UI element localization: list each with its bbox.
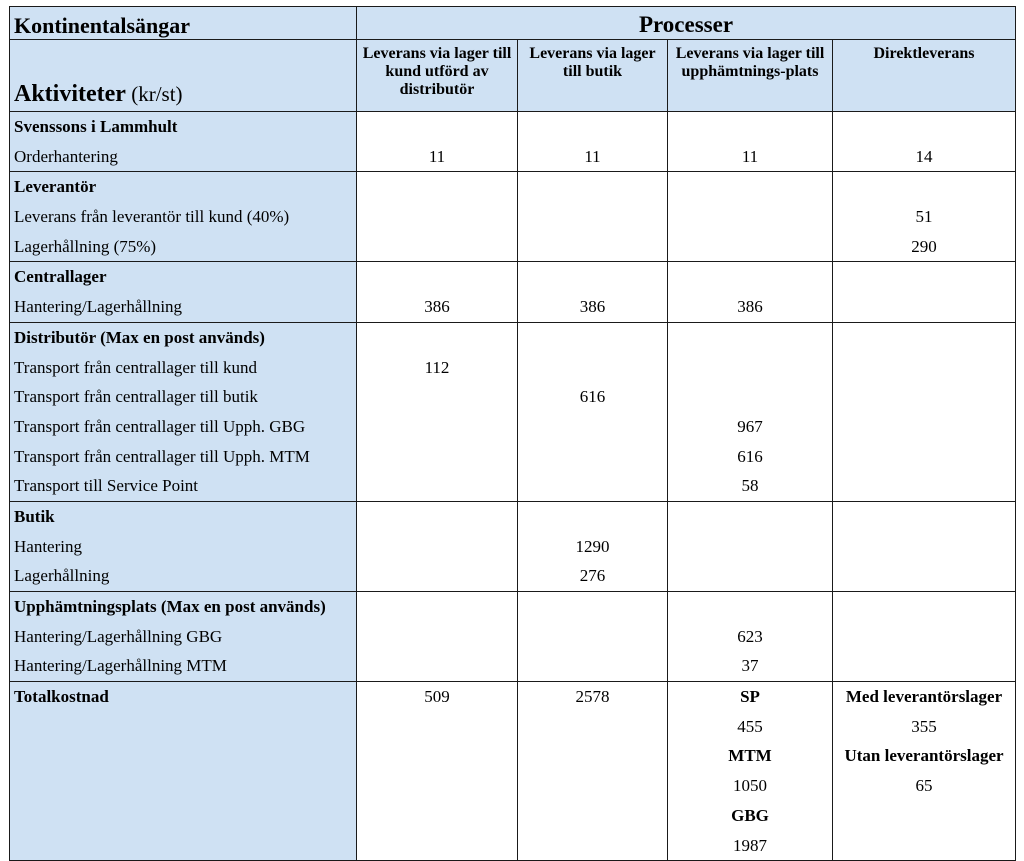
value — [518, 622, 667, 652]
value: 11 — [741, 146, 759, 166]
row-label: Lagerhållning (75%) — [14, 236, 157, 256]
column-header-direct: Direktleverans — [833, 40, 1016, 112]
value — [357, 532, 517, 562]
row-label: Lagerhållning — [14, 566, 110, 586]
spacer — [833, 502, 1015, 532]
spacer — [357, 172, 517, 202]
spacer — [668, 323, 832, 353]
spacer — [518, 112, 667, 142]
total-value: SP — [740, 687, 760, 707]
value — [833, 412, 1015, 442]
total-value: 509 — [424, 687, 450, 707]
spacer — [833, 112, 1015, 142]
processes-heading: Processer — [357, 7, 1016, 40]
value — [357, 382, 517, 412]
value — [833, 382, 1015, 412]
value-cell — [833, 172, 1016, 262]
section-labels — [10, 322, 357, 501]
value-cell — [518, 501, 668, 591]
table-section — [10, 172, 1016, 262]
value — [518, 202, 667, 232]
table-section — [10, 322, 1016, 501]
section-heading: Butik — [14, 506, 55, 526]
value — [518, 232, 667, 262]
section-labels — [10, 592, 357, 682]
total-value: 2578 — [575, 687, 610, 707]
row-label: Orderhantering — [14, 146, 118, 166]
value-cell — [518, 172, 668, 262]
value — [518, 353, 667, 383]
value — [518, 442, 667, 472]
spacer — [518, 592, 667, 622]
value-cell — [357, 262, 518, 322]
value-cell — [668, 262, 833, 322]
activities-unit: (kr/st) — [125, 82, 183, 106]
total-label: Totalkostnad — [14, 687, 109, 707]
column-header-distributor: Leverans via lager till kund utförd av distributör — [357, 40, 518, 112]
spacer — [668, 592, 832, 622]
section-labels — [10, 172, 357, 262]
table-section — [10, 112, 1016, 172]
value: 290 — [911, 236, 937, 256]
value: 386 — [424, 297, 450, 317]
value — [833, 561, 1015, 591]
value-cell — [518, 262, 668, 322]
activities-label: Aktiviteter — [14, 81, 126, 107]
total-value: Med leverantörslager — [845, 687, 1003, 707]
spacer — [833, 262, 1015, 292]
value — [357, 412, 517, 442]
value-cell — [357, 322, 518, 501]
value — [357, 651, 517, 681]
total-label-cell — [10, 682, 357, 861]
table-section — [10, 592, 1016, 682]
value-cell — [833, 112, 1016, 172]
row-label: Transport från centrallager till Upph. MTM — [14, 446, 310, 466]
row-label: Transport från centrallager till Upph. GBG — [14, 416, 306, 436]
value: 1290 — [575, 536, 610, 556]
spacer — [668, 502, 832, 532]
row-label: Leverans från leverantör till kund (40%) — [14, 207, 290, 227]
value: 37 — [741, 656, 759, 676]
row-label: Hantering/Lagerhållning — [14, 297, 183, 317]
value-cell — [833, 262, 1016, 322]
total-row — [10, 682, 1016, 861]
section-heading: Svenssons i Lammhult — [14, 117, 178, 136]
table-title: Kontinentalsängar — [10, 7, 357, 40]
value: 616 — [737, 446, 763, 466]
value: 58 — [741, 476, 759, 496]
table-section — [10, 262, 1016, 322]
spacer — [357, 502, 517, 532]
value-cell — [833, 322, 1016, 501]
row-label: Transport från centrallager till kund — [14, 357, 257, 377]
spacer — [357, 323, 517, 353]
spacer — [518, 323, 667, 353]
value — [668, 232, 832, 262]
value — [518, 471, 667, 501]
section-heading: Distributör (Max en post används) — [14, 327, 265, 347]
spacer — [518, 502, 667, 532]
value-cell — [518, 592, 668, 682]
value: 112 — [424, 357, 450, 377]
value: 386 — [737, 297, 763, 317]
column-header-store: Leverans via lager till butik — [518, 40, 668, 112]
value-cell — [668, 501, 833, 591]
value — [833, 471, 1015, 501]
value: 11 — [584, 146, 601, 166]
value — [357, 442, 517, 472]
value — [833, 532, 1015, 562]
value — [357, 202, 517, 232]
value-cell — [668, 112, 833, 172]
spacer — [357, 592, 517, 622]
value — [668, 202, 832, 232]
total-value: 455 — [737, 716, 763, 736]
section-labels — [10, 501, 357, 591]
section-labels — [10, 262, 357, 322]
value — [668, 353, 832, 383]
value — [668, 532, 832, 562]
row-label: Transport till Service Point — [14, 476, 199, 496]
column-header-pickup: Leverans via lager till upphämtnings-plats — [668, 40, 833, 112]
section-heading: Centrallager — [14, 267, 107, 287]
section-heading: Upphämtningsplats (Max en post används) — [14, 597, 326, 616]
section-labels — [10, 112, 357, 172]
value — [357, 471, 517, 501]
value — [833, 622, 1015, 652]
value — [357, 232, 517, 262]
value-cell — [357, 501, 518, 591]
value-cell — [357, 112, 518, 172]
total-value: MTM — [728, 746, 772, 766]
value-cell — [833, 592, 1016, 682]
value: 616 — [579, 387, 606, 407]
total-value: 1987 — [733, 835, 767, 855]
row-label: Hantering — [14, 536, 82, 556]
value-cell — [833, 501, 1016, 591]
value — [668, 382, 832, 412]
spacer — [518, 262, 667, 292]
value-cell — [357, 592, 518, 682]
value — [357, 561, 517, 591]
table-section — [10, 501, 1016, 591]
value-cell — [668, 172, 833, 262]
activities-header — [10, 40, 357, 112]
value: 11 — [428, 146, 446, 166]
total-value: 65 — [915, 776, 933, 796]
value — [518, 412, 667, 442]
cost-table — [9, 6, 1016, 861]
spacer — [668, 112, 832, 142]
value: 14 — [915, 146, 933, 166]
total-value: GBG — [731, 805, 769, 825]
value — [518, 651, 667, 681]
section-heading: Leverantör — [14, 177, 97, 197]
value: 276 — [579, 566, 606, 586]
total-cell — [833, 682, 1016, 861]
value — [833, 353, 1015, 383]
value-cell — [518, 112, 668, 172]
value — [668, 561, 832, 591]
spacer — [357, 112, 517, 142]
value: 386 — [579, 297, 606, 317]
total-cell — [668, 682, 833, 861]
value-cell — [518, 322, 668, 501]
value — [357, 622, 517, 652]
value-cell — [668, 322, 833, 501]
row-label: Transport från centrallager till butik — [14, 387, 258, 407]
value — [833, 651, 1015, 681]
spacer — [357, 262, 517, 292]
value: 51 — [915, 207, 933, 227]
total-value: 355 — [911, 716, 937, 736]
value-cell — [668, 592, 833, 682]
row-label: Hantering/Lagerhållning GBG — [14, 626, 223, 646]
value — [833, 292, 1015, 322]
value-cell — [357, 172, 518, 262]
row-label: Hantering/Lagerhållning MTM — [14, 656, 227, 676]
total-cell — [518, 682, 668, 861]
spacer — [833, 172, 1015, 202]
spacer — [668, 172, 832, 202]
total-value: 1050 — [733, 776, 767, 796]
spacer — [833, 592, 1015, 622]
value — [833, 442, 1015, 472]
spacer — [668, 262, 832, 292]
value: 623 — [737, 626, 763, 646]
spacer — [833, 323, 1015, 353]
total-cell — [357, 682, 518, 861]
total-value: Utan leverantörslager — [844, 746, 1004, 766]
value: 967 — [737, 416, 763, 436]
spacer — [518, 172, 667, 202]
